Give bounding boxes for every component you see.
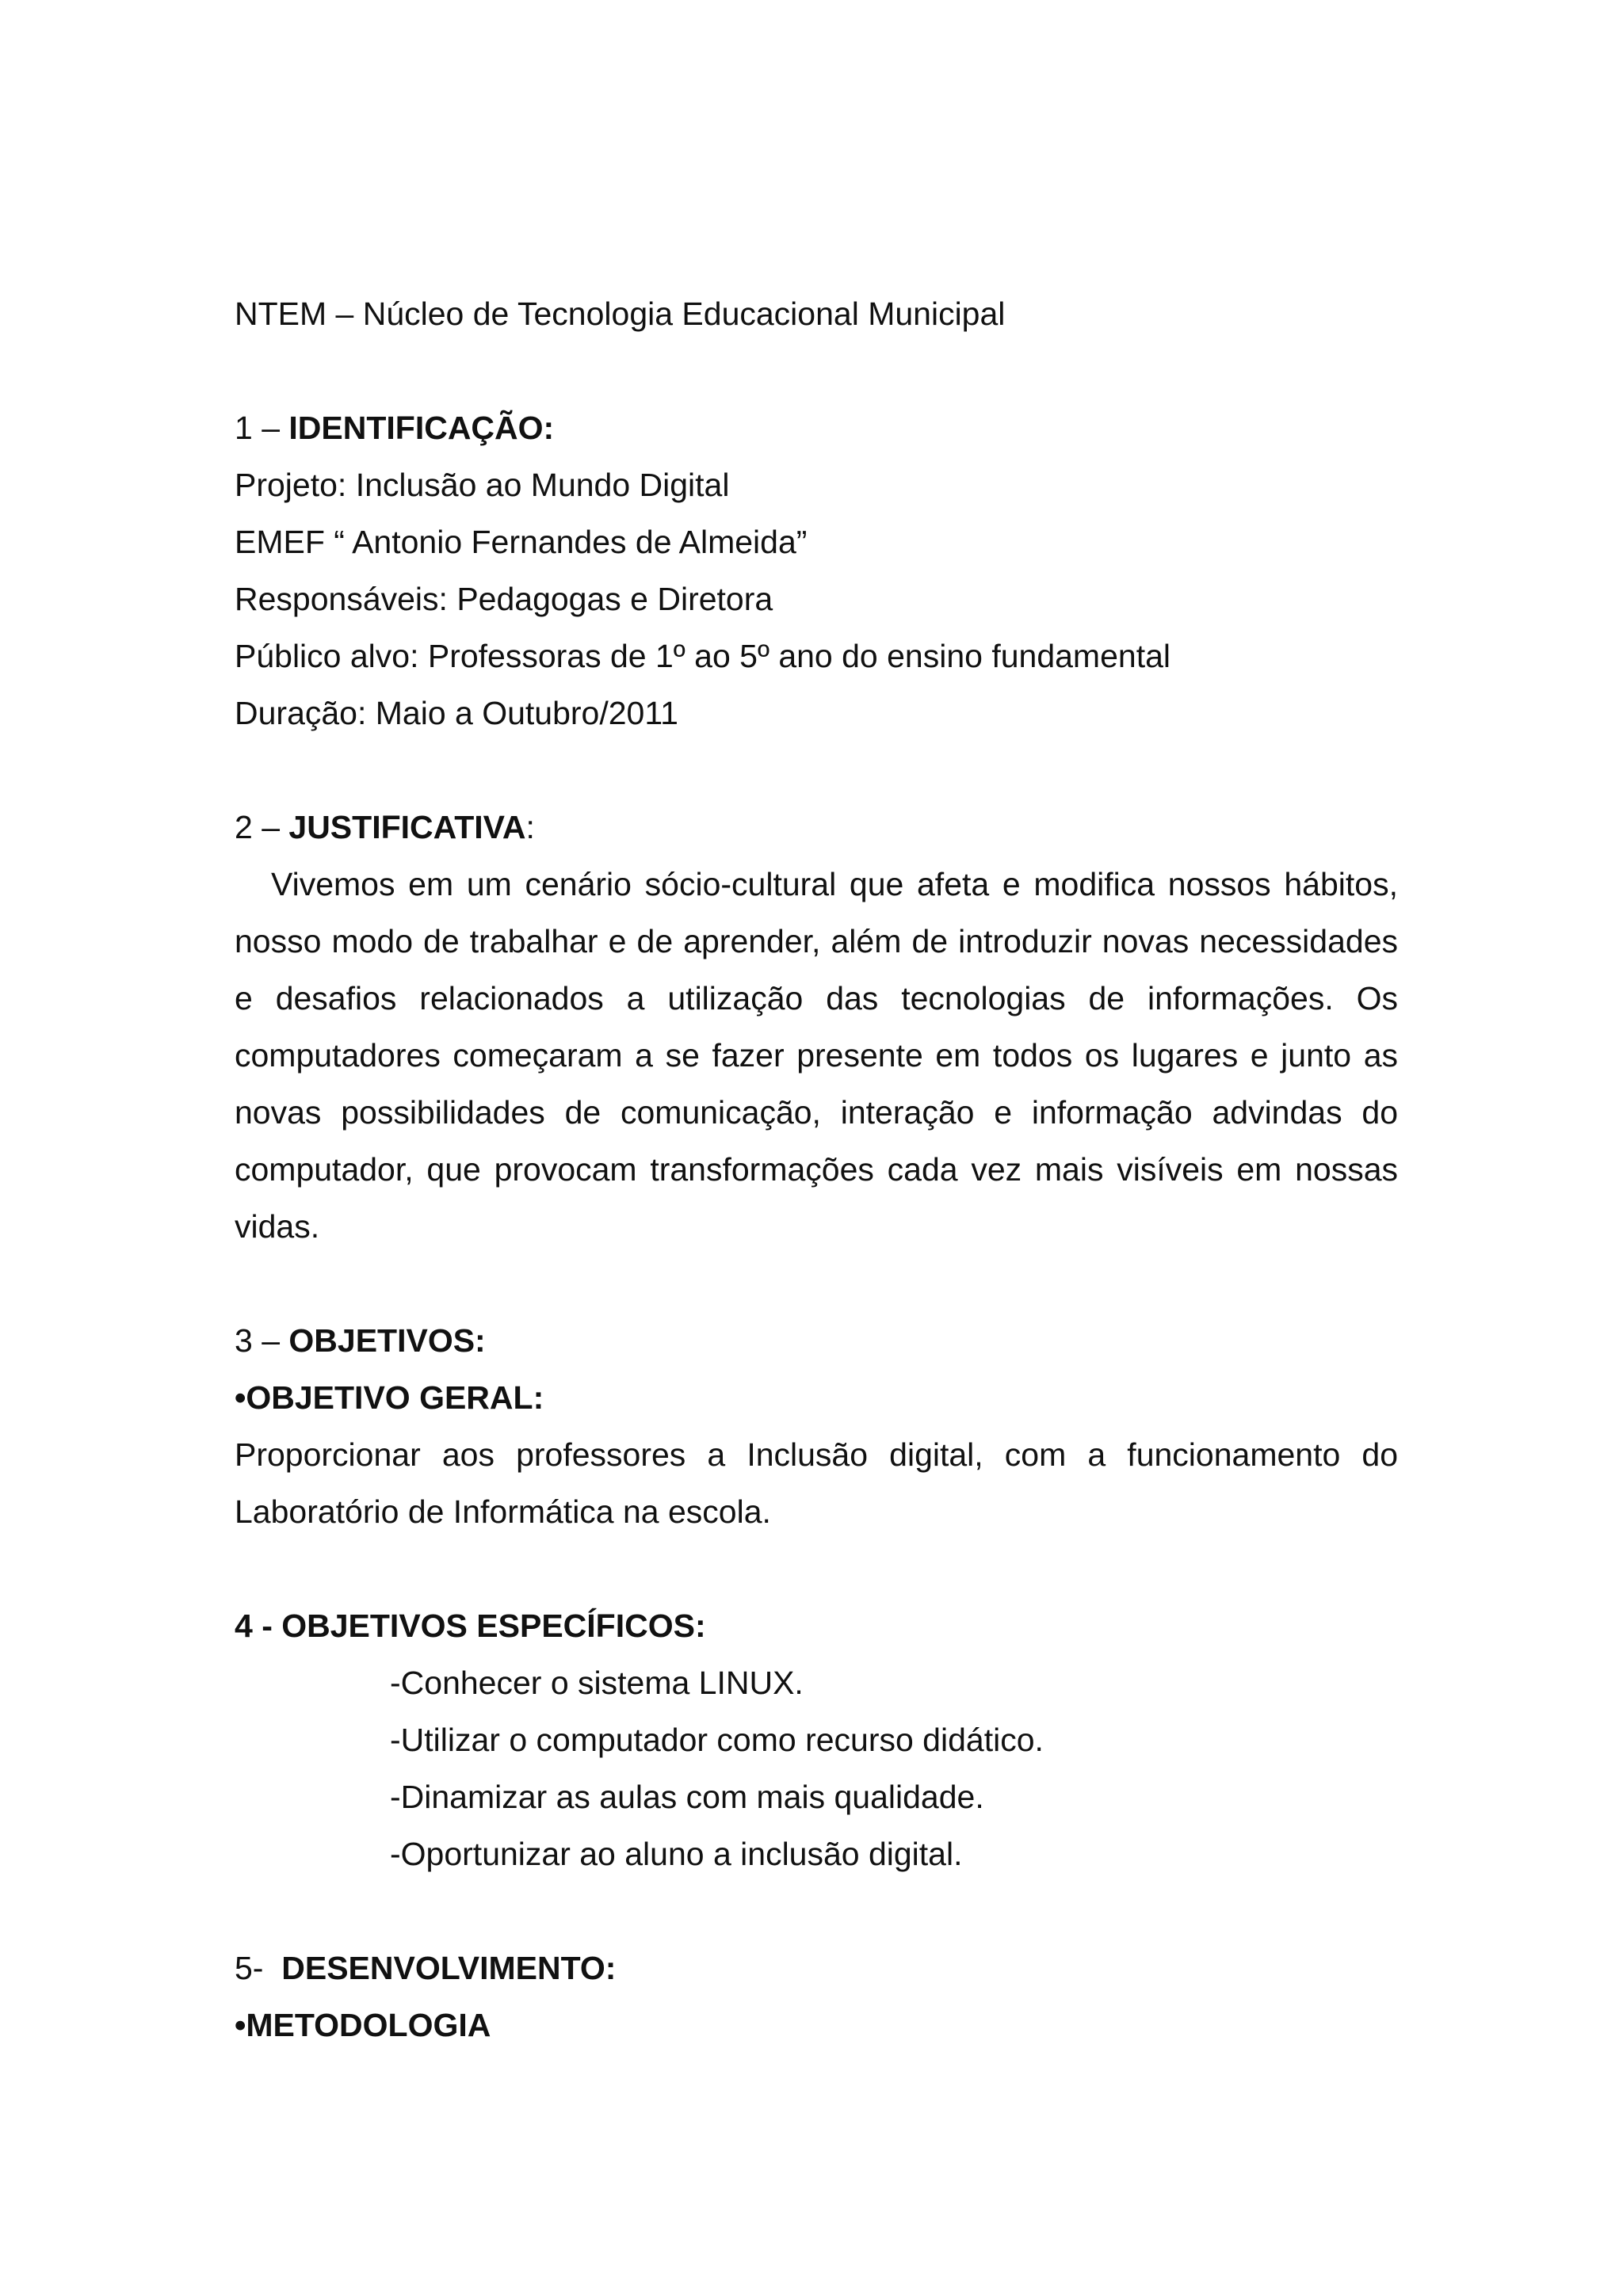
general-objective-paragraph: Proporcionar aos professores a Inclusão digital, com a funcionamento do Laboratório de Informática na escola. (235, 1436, 1398, 1530)
section-title: OBJETIVOS: (288, 1322, 486, 1359)
specific-objective-item: -Oportunizar ao aluno a inclusão digital. (390, 1836, 963, 1872)
identification-line: Projeto: Inclusão ao Mundo Digital (235, 467, 730, 503)
section-heading-objetivos (235, 1312, 1398, 1369)
section-title: IDENTIFICAÇÃO: (288, 410, 555, 446)
methodology-heading: •METODOLOGIA (235, 2007, 491, 2043)
section-title: JUSTIFICATIVA (288, 809, 526, 845)
section-number: 1 – (235, 410, 289, 446)
document-page (235, 285, 1398, 2054)
spacer (235, 342, 1398, 399)
section-colon: : (525, 809, 535, 845)
specific-objective-item: -Utilizar o computador como recurso didático. (390, 1722, 1044, 1758)
spacer (235, 1255, 1398, 1312)
identification-line: Responsáveis: Pedagogas e Diretora (235, 581, 773, 617)
section-number: 3 – (235, 1322, 289, 1359)
spacer (235, 1540, 1398, 1597)
specific-objective-item: -Conhecer o sistema LINUX. (390, 1665, 804, 1701)
general-objective-heading: •OBJETIVO GERAL: (235, 1379, 544, 1416)
section-number: 2 – (235, 809, 289, 845)
section-number: 5- (235, 1950, 282, 1986)
section-heading-justificativa (235, 799, 1398, 856)
specific-objective-item: -Dinamizar as aulas com mais qualidade. (390, 1779, 984, 1815)
identification-line: Duração: Maio a Outubro/2011 (235, 695, 678, 731)
section-heading-identificacao (235, 399, 1398, 456)
identification-line: EMEF “ Antonio Fernandes de Almeida” (235, 524, 808, 560)
document-header: NTEM – Núcleo de Tecnologia Educacional Municipal (235, 296, 1006, 332)
justification-paragraph: Vivemos em um cenário sócio-cultural que afeta e modifica nossos hábitos, nosso modo de trabalhar e de aprender, além de introduzir novas necessidades e desafios relacionados a utilização das tecnologias de informações. Os computadores começaram a se fazer presente em todos os lugares e junto as novas possibilidades de comunicação, interação e informação advindas do computador, que provocam transformações cada vez mais visíveis em nossas vidas. (235, 866, 1398, 1245)
identification-line: Público alvo: Professoras de 1º ao 5º ano do ensino fundamental (235, 638, 1170, 674)
spacer (235, 1882, 1398, 1939)
spacer (235, 742, 1398, 799)
section-heading-objetivos-especificos: 4 - OBJETIVOS ESPECÍFICOS: (235, 1608, 706, 1644)
section-heading-desenvolvimento (235, 1939, 1398, 1997)
section-title: DESENVOLVIMENTO: (281, 1950, 617, 1986)
